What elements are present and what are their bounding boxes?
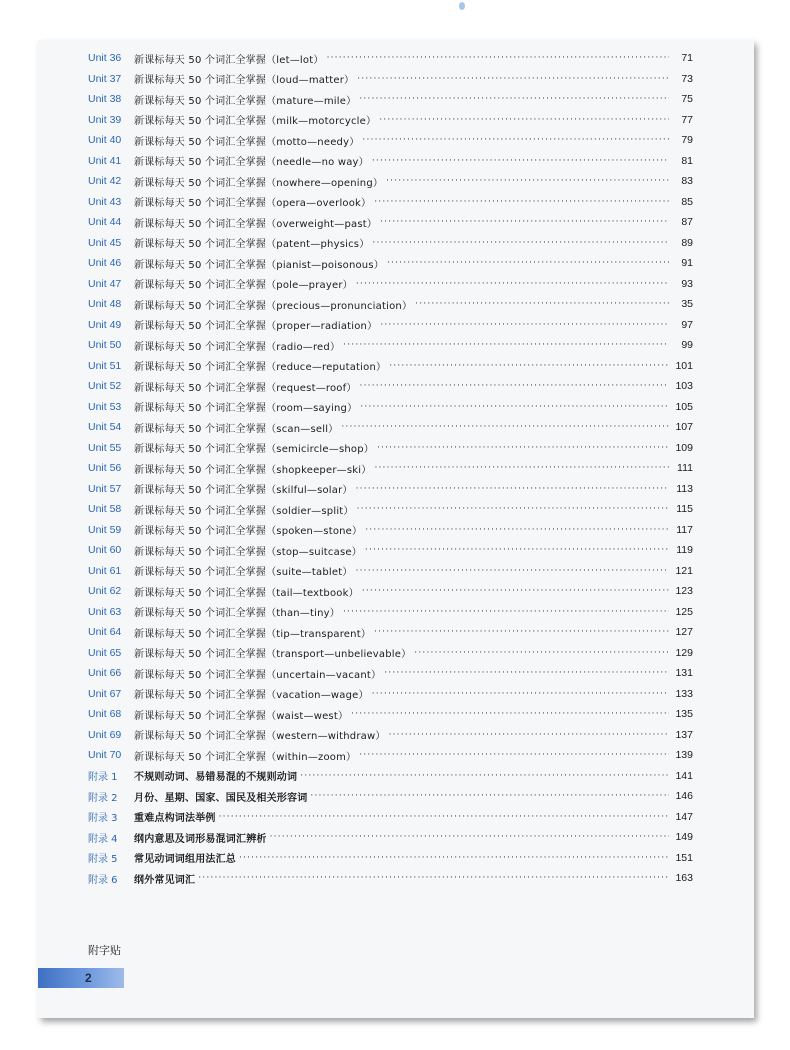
toc-entry-page: 71	[681, 52, 693, 65]
toc-unit-row	[88, 417, 693, 438]
toc-entry-code: Unit 38	[88, 93, 122, 106]
toc-entry-page: 87	[681, 216, 693, 229]
toc-appendix-row	[88, 868, 693, 889]
toc-entry-title: 重难点构词法举例	[134, 813, 216, 825]
toc-entry-title: 新课标每天 50 个词汇全掌握（suite—tablet）	[134, 567, 353, 579]
toc-leader-dots	[239, 853, 669, 863]
footer-label: 附字贴	[88, 944, 121, 957]
toc-leader-dots	[357, 504, 669, 514]
toc-entry-page: 149	[675, 831, 693, 844]
toc-entry-page: 103	[675, 380, 693, 393]
toc-entry-code: Unit 58	[88, 503, 122, 516]
toc-leader-dots	[380, 320, 669, 330]
toc-unit-row	[88, 499, 693, 520]
toc-unit-row	[88, 745, 693, 766]
toc-entry-page: 117	[676, 523, 693, 536]
toc-entry-code: Unit 50	[88, 339, 122, 352]
toc-leader-dots	[357, 74, 669, 84]
toc-entry-page: 146	[675, 790, 693, 803]
toc-entry-title: 新课标每天 50 个词汇全掌握（proper—radiation）	[134, 321, 378, 333]
toc-entry-code: 附录 5	[88, 854, 118, 866]
toc-unit-row	[88, 171, 693, 192]
toc-leader-dots	[374, 197, 669, 207]
toc-leader-dots	[198, 873, 669, 883]
toc-entry-code: Unit 39	[88, 113, 122, 126]
toc-entry-page: 151	[675, 851, 693, 864]
toc-entry-code: Unit 40	[88, 134, 122, 147]
toc-unit-row	[88, 663, 693, 684]
toc-entry-title: 纲内意思及词形易混词汇辨析	[134, 833, 267, 845]
toc-appendix-row	[88, 786, 693, 807]
toc-entry-code: Unit 43	[88, 195, 122, 208]
toc-unit-row	[88, 192, 693, 213]
toc-entry-title: 新课标每天 50 个词汇全掌握（loud—matter）	[134, 75, 355, 87]
toc-unit-row	[88, 643, 693, 664]
toc-entry-title: 新课标每天 50 个词汇全掌握（pole—prayer）	[134, 280, 353, 292]
toc-unit-row	[88, 602, 693, 623]
toc-unit-row	[88, 540, 693, 561]
toc-appendix-row	[88, 766, 693, 787]
toc-leader-dots	[386, 176, 669, 186]
toc-unit-row	[88, 356, 693, 377]
table-of-contents	[88, 48, 693, 889]
toc-entry-page: 77	[681, 113, 693, 126]
toc-leader-dots	[327, 53, 669, 63]
toc-entry-page: 89	[681, 236, 693, 249]
toc-unit-row	[88, 69, 693, 90]
toc-leader-dots	[360, 402, 669, 412]
toc-entry-code: Unit 47	[88, 277, 122, 290]
toc-unit-row	[88, 458, 693, 479]
toc-entry-page: 133	[675, 687, 693, 700]
toc-entry-page: 119	[676, 544, 693, 557]
toc-entry-page: 131	[675, 667, 693, 680]
toc-leader-dots	[365, 525, 669, 535]
toc-entry-page: 105	[675, 400, 693, 413]
toc-entry-code: Unit 45	[88, 236, 122, 249]
toc-entry-code: Unit 59	[88, 523, 122, 536]
toc-leader-dots	[356, 484, 669, 494]
toc-entry-code: Unit 51	[88, 359, 122, 372]
toc-leader-dots	[343, 340, 669, 350]
toc-entry-code: Unit 55	[88, 441, 122, 454]
top-blue-mark	[459, 2, 465, 10]
toc-entry-page: 73	[681, 72, 693, 85]
toc-entry-page: 147	[675, 810, 693, 823]
toc-unit-row	[88, 130, 693, 151]
toc-entry-code: Unit 69	[88, 728, 122, 741]
toc-entry-title: 新课标每天 50 个词汇全掌握（spoken—stone）	[134, 526, 363, 538]
toc-unit-row	[88, 294, 693, 315]
toc-unit-row	[88, 89, 693, 110]
toc-entry-title: 新课标每天 50 个词汇全掌握（opera—overlook）	[134, 198, 372, 210]
toc-entry-title: 新课标每天 50 个词汇全掌握（milk—motorcycle）	[134, 116, 377, 128]
toc-entry-title: 新课标每天 50 个词汇全掌握（skilful—solar）	[134, 485, 353, 497]
toc-entry-title: 新课标每天 50 个词汇全掌握（nowhere—opening）	[134, 177, 384, 189]
toc-entry-code: Unit 56	[88, 462, 122, 475]
toc-entry-code: Unit 37	[88, 72, 122, 85]
toc-entry-title: 新课标每天 50 个词汇全掌握（transport—unbelievable）	[134, 649, 412, 661]
toc-entry-page: 93	[681, 277, 693, 290]
toc-entry-page: 129	[675, 646, 693, 659]
toc-unit-row	[88, 253, 693, 274]
toc-entry-title: 常见动词词组用法汇总	[134, 854, 236, 866]
toc-appendix-row	[88, 807, 693, 828]
toc-entry-page: 139	[675, 749, 693, 762]
toc-leader-dots	[351, 709, 669, 719]
toc-entry-title: 新课标每天 50 个词汇全掌握（stop—suitcase）	[134, 546, 362, 558]
toc-unit-row	[88, 561, 693, 582]
toc-leader-dots	[377, 443, 669, 453]
toc-leader-dots	[362, 586, 669, 596]
toc-entry-title: 新课标每天 50 个词汇全掌握（needle—no way）	[134, 157, 369, 169]
toc-entry-page: 81	[681, 154, 693, 167]
toc-entry-page: 97	[681, 318, 693, 331]
toc-leader-dots	[415, 299, 669, 309]
toc-entry-page: 91	[681, 257, 693, 270]
toc-entry-page: 141	[675, 769, 693, 782]
toc-entry-code: Unit 63	[88, 605, 122, 618]
toc-leader-dots	[341, 422, 669, 432]
toc-unit-row	[88, 335, 693, 356]
toc-leader-dots	[310, 791, 669, 801]
toc-appendix-row	[88, 827, 693, 848]
page-number: 2	[85, 971, 92, 985]
toc-entry-page: 163	[675, 872, 693, 885]
toc-leader-dots	[389, 730, 669, 740]
toc-entry-code: Unit 53	[88, 400, 122, 413]
toc-leader-dots	[300, 771, 669, 781]
toc-entry-code: Unit 49	[88, 318, 122, 331]
toc-entry-code: Unit 62	[88, 585, 122, 598]
toc-leader-dots	[356, 566, 669, 576]
toc-leader-dots	[219, 812, 669, 822]
toc-leader-dots	[270, 832, 669, 842]
toc-unit-row	[88, 376, 693, 397]
toc-unit-row	[88, 274, 693, 295]
toc-entry-title: 新课标每天 50 个词汇全掌握（mature—mile）	[134, 95, 357, 107]
toc-unit-row	[88, 438, 693, 459]
toc-unit-row	[88, 725, 693, 746]
toc-leader-dots	[414, 648, 669, 658]
toc-entry-page: 101	[675, 359, 693, 372]
toc-unit-row	[88, 479, 693, 500]
toc-entry-page: 125	[675, 605, 693, 618]
toc-entry-title: 新课标每天 50 个词汇全掌握（overweight—past）	[134, 218, 378, 230]
toc-entry-code: Unit 60	[88, 544, 122, 557]
toc-entry-code: Unit 61	[88, 564, 122, 577]
toc-entry-page: 107	[675, 421, 693, 434]
toc-leader-dots	[387, 258, 669, 268]
toc-leader-dots	[372, 689, 669, 699]
toc-entry-page: 79	[681, 134, 693, 147]
page-number-bar	[38, 968, 124, 988]
toc-unit-row	[88, 684, 693, 705]
toc-entry-title: 新课标每天 50 个词汇全掌握（than—tiny）	[134, 608, 340, 620]
toc-entry-code: Unit 57	[88, 482, 122, 495]
toc-entry-title: 新课标每天 50 个词汇全掌握（within—zoom）	[134, 751, 357, 763]
toc-entry-code: 附录 2	[88, 792, 118, 804]
toc-entry-code: Unit 68	[88, 708, 122, 721]
toc-entry-code: Unit 46	[88, 257, 122, 270]
toc-entry-page: 83	[681, 175, 693, 188]
toc-entry-code: Unit 64	[88, 626, 122, 639]
toc-entry-code: 附录 6	[88, 874, 118, 886]
toc-entry-title: 新课标每天 50 个词汇全掌握（patent—physics）	[134, 239, 370, 251]
toc-entry-code: Unit 66	[88, 667, 122, 680]
toc-entry-page: 111	[677, 462, 693, 475]
toc-entry-code: Unit 44	[88, 216, 122, 229]
toc-unit-row	[88, 520, 693, 541]
toc-entry-code: 附录 4	[88, 833, 118, 845]
toc-entry-page: 99	[681, 339, 693, 352]
toc-entry-code: Unit 36	[88, 52, 122, 65]
toc-entry-title: 新课标每天 50 个词汇全掌握（shopkeeper—ski）	[134, 464, 372, 476]
toc-entry-code: 附录 3	[88, 813, 118, 825]
toc-entry-code: Unit 52	[88, 380, 122, 393]
toc-entry-page: 113	[676, 482, 693, 495]
toc-unit-row	[88, 397, 693, 418]
toc-entry-title: 不规则动词、易错易混的不规则动词	[134, 772, 298, 784]
toc-unit-row	[88, 622, 693, 643]
toc-entry-page: 137	[675, 728, 693, 741]
toc-entry-title: 新课标每天 50 个词汇全掌握（scan—sell）	[134, 423, 339, 435]
toc-entry-title: 新课标每天 50 个词汇全掌握（tip—transparent）	[134, 628, 372, 640]
toc-entry-page: 115	[676, 503, 693, 516]
toc-unit-row	[88, 151, 693, 172]
toc-leader-dots	[356, 279, 669, 289]
toc-entry-title: 新课标每天 50 个词汇全掌握（radio—red）	[134, 341, 341, 353]
toc-entry-page: 35	[681, 298, 693, 311]
toc-entry-title: 新课标每天 50 个词汇全掌握（uncertain—vacant）	[134, 669, 382, 681]
toc-unit-row	[88, 315, 693, 336]
toc-unit-row	[88, 233, 693, 254]
toc-entry-page: 85	[681, 195, 693, 208]
toc-entry-page: 127	[675, 626, 693, 639]
toc-entry-title: 新课标每天 50 个词汇全掌握（soldier—split）	[134, 505, 354, 517]
toc-leader-dots	[343, 607, 669, 617]
toc-leader-dots	[379, 115, 669, 125]
toc-entry-code: Unit 48	[88, 298, 122, 311]
toc-entry-code: Unit 54	[88, 421, 122, 434]
toc-leader-dots	[360, 381, 669, 391]
toc-entry-title: 新课标每天 50 个词汇全掌握（tail—textbook）	[134, 587, 359, 599]
toc-appendix-row	[88, 848, 693, 869]
toc-leader-dots	[389, 361, 669, 371]
toc-leader-dots	[372, 238, 669, 248]
toc-entry-page: 123	[675, 585, 693, 598]
toc-entry-title: 新课标每天 50 个词汇全掌握（room—saying）	[134, 403, 358, 415]
toc-unit-row	[88, 48, 693, 69]
toc-entry-code: Unit 41	[88, 154, 122, 167]
toc-entry-title: 新课标每天 50 个词汇全掌握（semicircle—shop）	[134, 444, 374, 456]
toc-entry-title: 新课标每天 50 个词汇全掌握（pianist—poisonous）	[134, 259, 384, 271]
toc-leader-dots	[374, 627, 669, 637]
toc-entry-title: 新课标每天 50 个词汇全掌握（precious—pronunciation）	[134, 300, 413, 312]
toc-entry-code: Unit 67	[88, 687, 122, 700]
toc-entry-title: 新课标每天 50 个词汇全掌握（vacation—wage）	[134, 690, 369, 702]
toc-entry-page: 75	[681, 93, 693, 106]
toc-leader-dots	[362, 135, 669, 145]
toc-entry-title: 新课标每天 50 个词汇全掌握（waist—west）	[134, 710, 349, 722]
toc-entry-title: 新课标每天 50 个词汇全掌握（western—withdraw）	[134, 731, 386, 743]
toc-entry-code: Unit 65	[88, 646, 122, 659]
toc-entry-code: 附录 1	[88, 772, 118, 784]
toc-entry-title: 新课标每天 50 个词汇全掌握（request—roof）	[134, 382, 357, 394]
toc-leader-dots	[359, 750, 669, 760]
toc-unit-row	[88, 704, 693, 725]
toc-leader-dots	[372, 156, 669, 166]
toc-leader-dots	[384, 668, 669, 678]
toc-leader-dots	[374, 463, 669, 473]
toc-entry-title: 月份、星期、国家、国民及相关形容词	[134, 792, 308, 804]
toc-entry-page: 109	[675, 441, 693, 454]
toc-entry-title: 纲外常见词汇	[134, 874, 196, 886]
toc-entry-code: Unit 70	[88, 749, 122, 762]
toc-entry-title: 新课标每天 50 个词汇全掌握（motto—needy）	[134, 136, 360, 148]
toc-entry-title: 新课标每天 50 个词汇全掌握（reduce—reputation）	[134, 362, 387, 374]
toc-unit-row	[88, 212, 693, 233]
toc-unit-row	[88, 581, 693, 602]
toc-leader-dots	[380, 217, 669, 227]
toc-leader-dots	[359, 94, 669, 104]
toc-entry-title: 新课标每天 50 个词汇全掌握（let—lot）	[134, 54, 324, 66]
toc-entry-page: 121	[675, 564, 693, 577]
toc-entry-code: Unit 42	[88, 175, 122, 188]
toc-unit-row	[88, 110, 693, 131]
toc-leader-dots	[365, 545, 669, 555]
toc-entry-page: 135	[675, 708, 693, 721]
